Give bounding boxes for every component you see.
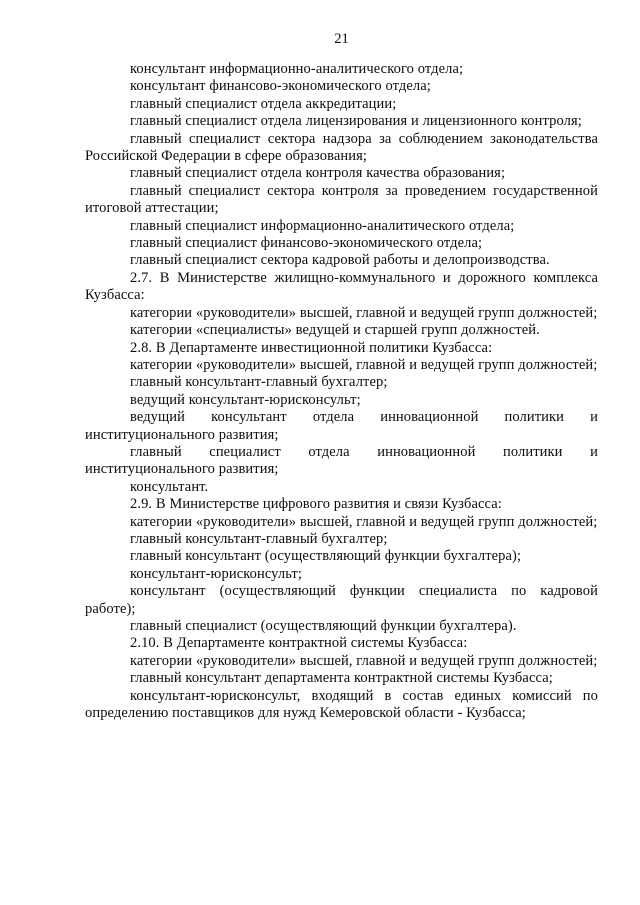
paragraph: консультант (осуществляющий функции специалиста по кадровой работе); xyxy=(85,583,598,617)
paragraph: главный специалист сектора надзора за соблюдением законодательства Российской Федерации в сфере образования; xyxy=(85,130,598,165)
paragraph: главный консультант-главный бухгалтер; xyxy=(130,530,388,547)
paragraph: главный специалист отдела инновационной политики и институционального развития; xyxy=(85,443,598,478)
paragraph: консультант. xyxy=(130,478,209,495)
paragraph: главный специалист отдела контроля качества образования; xyxy=(130,165,506,182)
paragraph: консультант-юрисконсульт; xyxy=(130,565,302,582)
paragraph: главный специалист отдела лицензирования и лицензионного контроля; xyxy=(130,113,582,130)
paragraph: категории «руководители» высшей, главной и ведущей групп должностей; xyxy=(130,652,598,669)
paragraph: главный специалист (осуществляющий функции бухгалтера). xyxy=(130,618,517,634)
paragraph: категории «специалисты» ведущей и старшей групп должностей. xyxy=(130,322,540,339)
paragraph: главный специалист отдела аккредитации; xyxy=(130,95,397,112)
paragraph: консультант финансово-экономического отдела; xyxy=(130,78,431,95)
paragraph: главный консультант департамента контрактной системы Кузбасса; xyxy=(130,670,553,687)
paragraph: категории «руководители» высшей, главной и ведущей групп должностей; xyxy=(130,304,598,321)
paragraph: главный специалист сектора контроля за проведением государственной итоговой аттестации; xyxy=(85,182,598,217)
paragraph: главный специалист сектора кадровой работы и делопроизводства. xyxy=(130,252,550,269)
paragraph: консультант информационно-аналитического отдела; xyxy=(130,61,464,77)
paragraph: главный консультант (осуществляющий функции бухгалтера); xyxy=(130,548,522,565)
section-heading-2-8: 2.8. В Департаменте инвестиционной политики Кузбасса: xyxy=(130,339,493,356)
paragraph: категории «руководители» высшей, главной и ведущей групп должностей; xyxy=(130,513,598,530)
paragraph: главный консультант-главный бухгалтер; xyxy=(130,374,388,391)
section-heading-2-7: 2.7. В Министерстве жилищно-коммунального и дорожного комплекса Кузбасса: xyxy=(85,269,598,304)
paragraph: главный специалист финансово-экономического отдела; xyxy=(130,235,483,252)
page-number: 21 xyxy=(334,31,349,47)
paragraph: главный специалист информационно-аналитического отдела; xyxy=(130,217,515,234)
section-heading-2-10: 2.10. В Департаменте контрактной системы Кузбасса: xyxy=(130,635,468,652)
paragraph: ведущий консультант-юрисконсульт; xyxy=(130,391,361,408)
paragraph: ведущий консультант отдела инновационной политики и институционального развития; xyxy=(85,409,598,443)
paragraph: консультант-юрисконсульт, входящий в состав единых комиссий по определению поставщиков для нужд Кемеровской области - Кузбасса; xyxy=(85,687,598,722)
section-heading-2-9: 2.9. В Министерстве цифрового развития и связи Кузбасса: xyxy=(130,496,502,513)
document-body xyxy=(85,61,598,722)
paragraph: категории «руководители» высшей, главной и ведущей групп должностей; xyxy=(130,356,598,373)
